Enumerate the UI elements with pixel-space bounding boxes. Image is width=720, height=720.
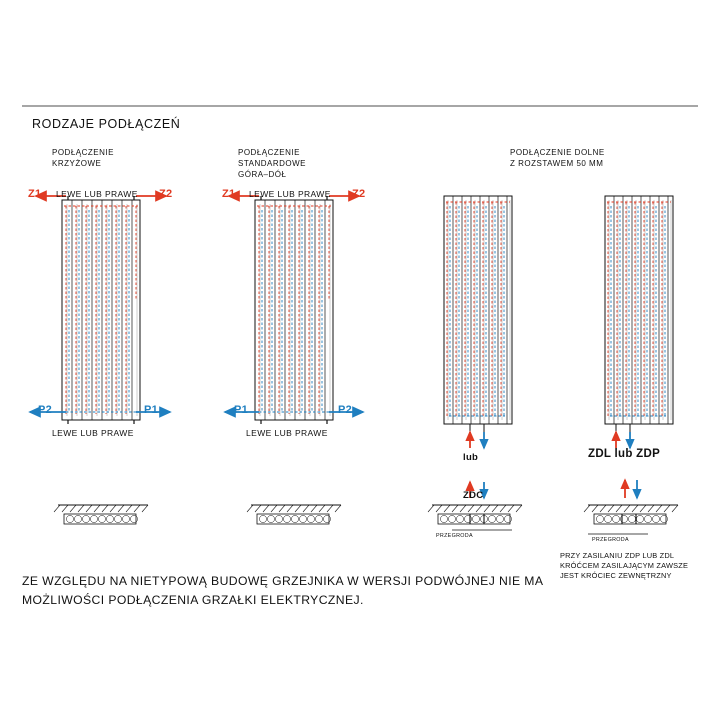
column-2-heading-line3: GÓRA–DÓŁ [238, 170, 287, 179]
top-label-col2: LEWE LUB PRAWE [249, 189, 331, 199]
column-3-heading-line1: PODŁĄCZENIE DOLNE [510, 148, 605, 157]
port-label-p1-col1: P1 [144, 404, 159, 416]
port-label-p1-col2: P1 [234, 404, 249, 416]
column-2-heading-line1: PODŁĄCZENIE [238, 148, 300, 157]
page-title: RODZAJE PODŁĄCZEŃ [32, 117, 181, 131]
column-2-heading-line2: STANDARDOWE [238, 159, 307, 168]
bottom-label-col1: LEWE LUB PRAWE [52, 428, 134, 438]
side-note-col4-line1: PRZY ZASILANIU ZDP LUB ZDL [560, 551, 675, 560]
port-label-p2-col1: P2 [38, 404, 53, 416]
side-note-col4 [560, 551, 710, 581]
port-label-z1-col1: Z1 [28, 188, 42, 200]
footer-note [22, 572, 582, 610]
port-label-z2-col1: Z2 [159, 188, 173, 200]
footer-note-line1: ZE WZGLĘDU NA NIETYPOWĄ BUDOWĘ GRZEJNIKA W WERSJI PODWÓJNEJ NIE MA [22, 574, 544, 588]
top-label-col1: LEWE LUB PRAWE [56, 189, 138, 199]
port-label-z2-col2: Z2 [352, 188, 366, 200]
footer-note-line2: MOŻLIWOŚCI PODŁĄCZENIA GRZAŁKI ELEKTRYCZNEJ. [22, 593, 364, 607]
column-3-heading [510, 147, 605, 169]
bottom-label-col2: LEWE LUB PRAWE [246, 428, 328, 438]
port-label-p2-col2: P2 [338, 404, 353, 416]
column-3-heading-line2: Z ROZSTAWEM 50 MM [510, 159, 604, 168]
note-lub-col3: lub [463, 452, 479, 463]
port-label-z1-col2: Z1 [222, 188, 236, 200]
floor-label-col3: PRZEGRODA [436, 533, 473, 539]
column-1-heading-line1: PODŁĄCZENIE [52, 148, 114, 157]
side-note-col4-line3: JEST KRÓCIEC ZEWNĘTRZNY [560, 571, 672, 580]
note-zdc-col3: ZDC [463, 490, 484, 501]
column-1-heading-line2: KRZYŻOWE [52, 159, 102, 168]
column-2-heading [238, 147, 306, 180]
side-note-col4-line2: KRÓĆCEM ZASILAJĄCYM ZAWSZE [560, 561, 689, 570]
floor-label-col4: PRZEGRODA [592, 537, 629, 543]
note-zdl-zdp-col4: ZDL lub ZDP [588, 448, 661, 460]
column-1-heading [52, 147, 114, 169]
